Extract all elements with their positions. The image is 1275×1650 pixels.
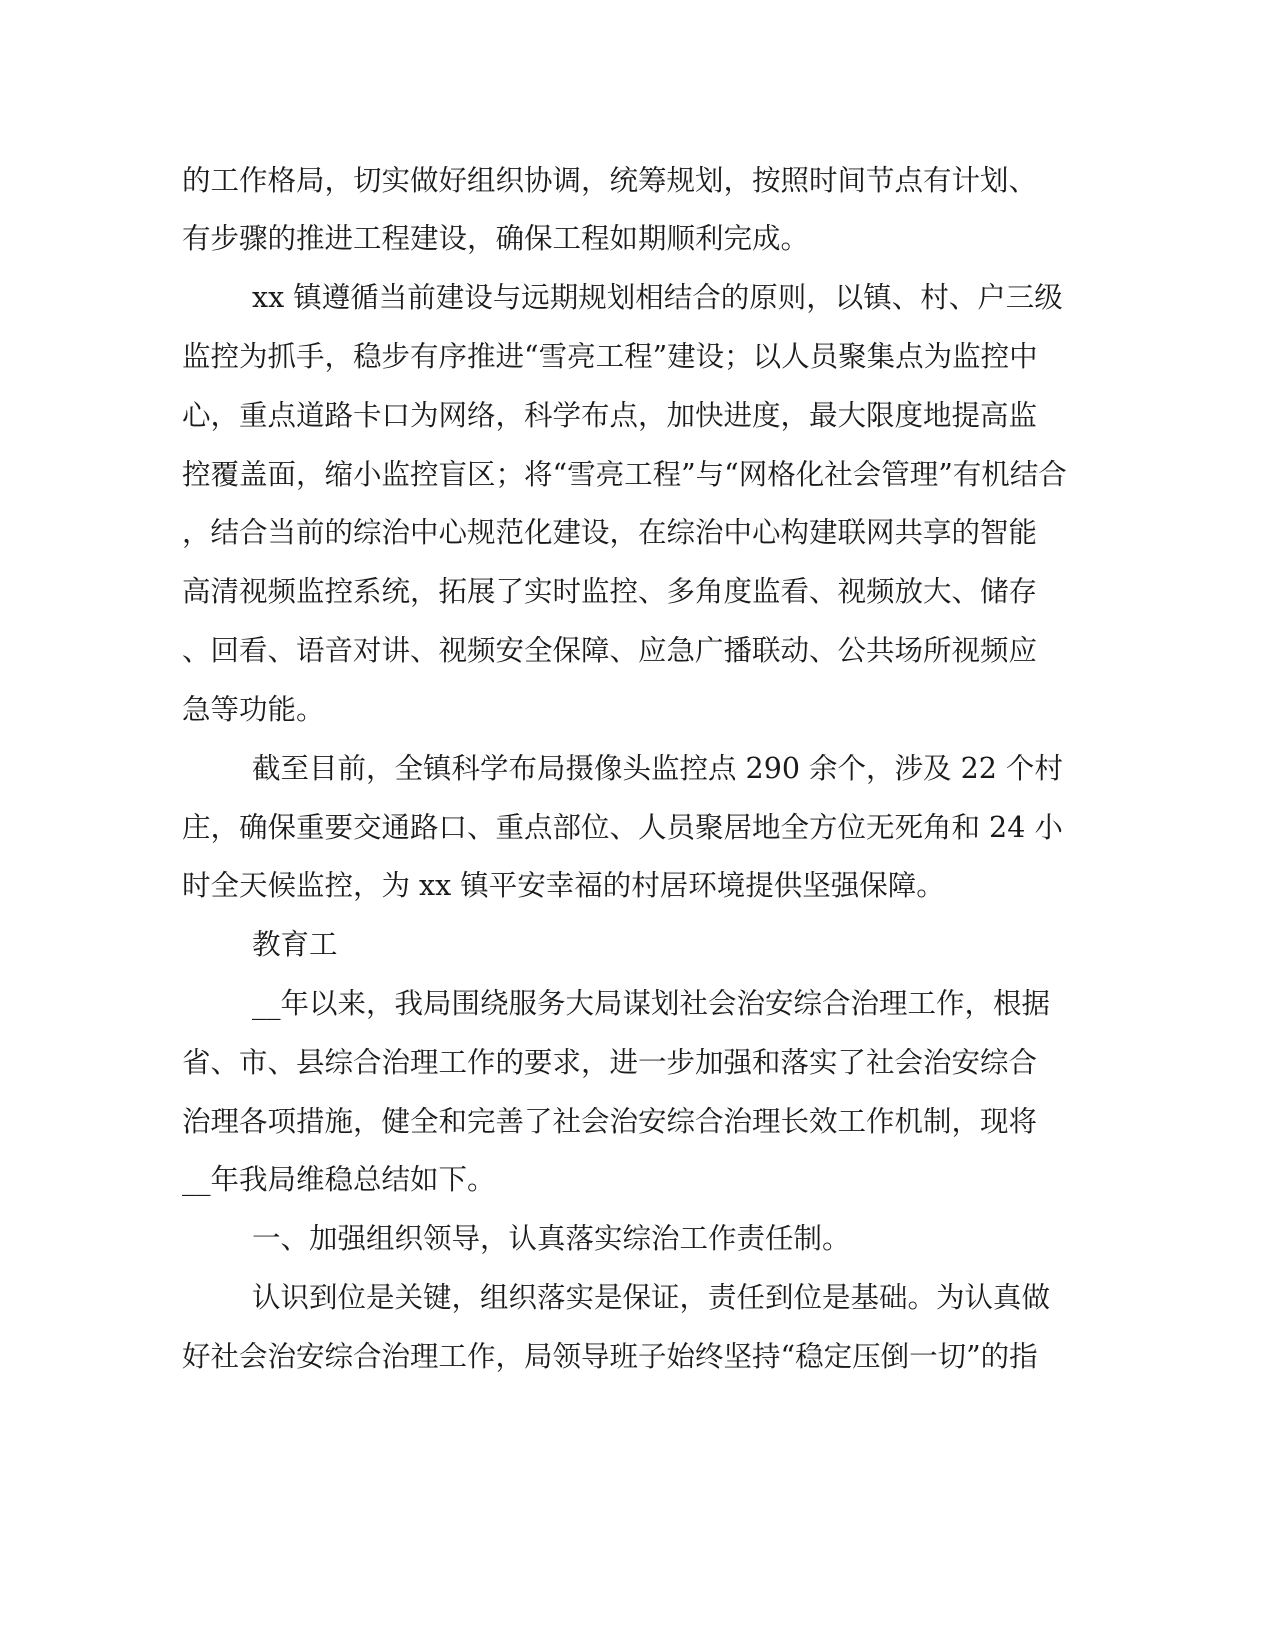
section-heading: 教育工 — [252, 928, 338, 961]
text-line: 好社会治安综合治理工作，局领导班子始终坚持“稳定压倒一切”的指 — [182, 1340, 1038, 1373]
text-line: 高清视频监控系统，拓展了实时监控、多角度监看、视频放大、储存 — [182, 575, 1038, 608]
text-line: 心，重点道路卡口为网络，科学布点，加快进度，最大限度地提高监 — [182, 399, 1038, 432]
paragraph-start: 认识到位是关键，组织落实是保证，责任到位是基础。为认真做 — [252, 1281, 1051, 1314]
paragraph-start: 截至目前，全镇科学布局摄像头监控点 290 余个，涉及 22 个村 — [252, 752, 1063, 785]
text-line: 治理各项措施，健全和完善了社会治安综合治理长效工作机制，现将 — [182, 1105, 1038, 1138]
text-line: 时全天候监控，为 xx 镇平安幸福的村居环境提供坚强保障。 — [182, 869, 945, 902]
text-line: 控覆盖面，缩小监控盲区；将“雪亮工程”与“网格化社会管理”有机结合 — [182, 458, 1067, 491]
text-line: 庄，确保重要交通路口、重点部位、人员聚居地全方位无死角和 24 小 — [182, 811, 1063, 844]
text-line: 急等功能。 — [182, 693, 325, 726]
text-line: 监控为抓手，稳步有序推进“雪亮工程”建设；以人员聚集点为监控中 — [182, 340, 1038, 373]
text-line: 的工作格局，切实做好组织协调，统筹规划，按照时间节点有计划、 — [182, 164, 1038, 197]
text-line: 省、市、县综合治理工作的要求，进一步加强和落实了社会治安综合 — [182, 1046, 1038, 1079]
subsection-heading: 一、加强组织领导，认真落实综治工作责任制。 — [252, 1222, 851, 1255]
paragraph-start: __年以来，我局围绕服务大局谋划社会治安综合治理工作，根据 — [252, 987, 1051, 1020]
text-line: ，结合当前的综治中心规范化建设，在综治中心构建联网共享的智能 — [182, 516, 1038, 549]
text-line: 、回看、语音对讲、视频安全保障、应急广播联动、公共场所视频应 — [182, 634, 1038, 667]
text-line: 有步骤的推进工程建设，确保工程如期顺利完成。 — [182, 222, 810, 255]
paragraph-start: xx 镇遵循当前建设与远期规划相结合的原则，以镇、村、户三级 — [252, 281, 1063, 314]
text-line: __年我局维稳总结如下。 — [182, 1163, 496, 1196]
